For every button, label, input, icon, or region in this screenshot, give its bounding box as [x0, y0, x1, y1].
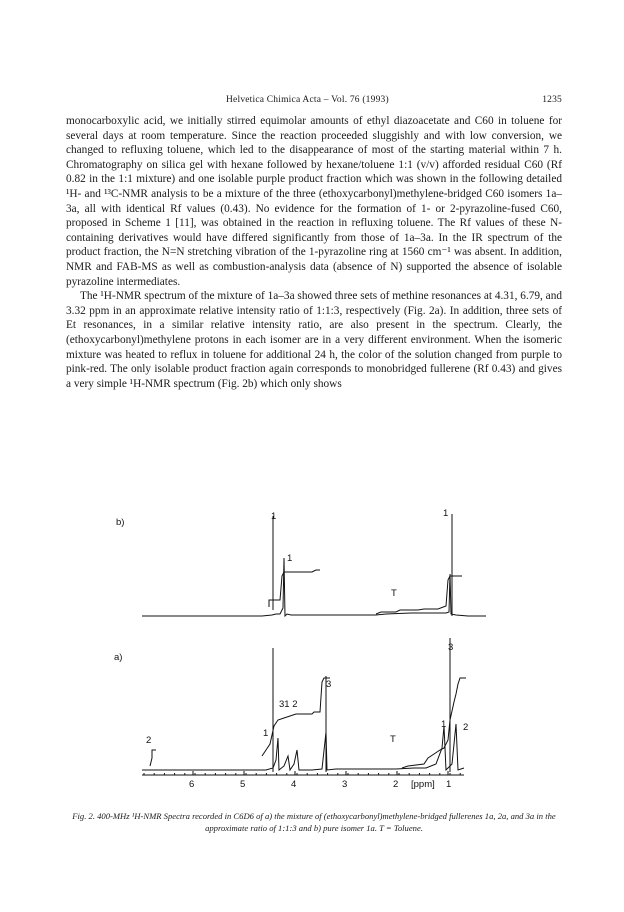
axis-tick-label: 5: [240, 779, 246, 790]
integral-b-left: [269, 570, 320, 607]
spectrum-a: [142, 638, 469, 772]
paragraph: monocarboxylic acid, we initially stirred equimolar amounts of ethyl diazoacetate and C60 in toluene for several days at room temperature. Since the reaction proceeded sluggishly and with low conversion, we changed to refluxing toluene, which led to the disappearance of most of the starting material within 7 h. Chromatography on silica gel with hexane followed by hexane/toluene 1:1 (v/v) afforded residual C60 (Rf 0.82 in the 1:1 mixture) and one isolable purple product fraction which was shown in the following detailed ¹H- and ¹³C-NMR analysis to be a mixture of the three (ethoxycarbonyl)methylene-bridged C60 isomers 1a–3a, all with identical Rf values (0.43). No evidence for the formation of 1- or 2-pyrazoline-fused C60, proposed in Scheme 1 [11], was obtained in the reaction in refluxing toluene. The Rf values of these N-containing derivatives would have differed significantly from those of 1a–3a. In the IR spectrum of the product fraction, the N=N stretching vibration of the 1-pyrazoline ring at 1560 cm⁻¹ was absent. In addition, NMR and FAB-MS as well as combustion-analysis data (absence of N) supported the absence of isolable pyrazoline intermediates.: [66, 115, 562, 288]
peak-label: 3: [326, 679, 332, 690]
axis-tick-label: 4: [291, 779, 297, 790]
peak-label: 1: [443, 508, 449, 519]
peak-label: 2: [146, 735, 152, 746]
baseline-b: [142, 558, 486, 616]
peak-label: 2: [463, 722, 469, 733]
axis-tick-label: 3: [342, 779, 348, 790]
peak-label: 1: [287, 553, 293, 564]
axis-unit-label: [ppm]: [411, 779, 435, 790]
axis-tick-label: 2: [393, 779, 399, 790]
spectrum-b: [142, 514, 486, 616]
x-axis: [142, 771, 464, 775]
paragraph: The ¹H-NMR spectrum of the mixture of 1a–3a showed three sets of methine resonances at 4.31, 6.79, and 3.32 ppm in an approximate relative intensity ratio of 1:1:3, respectively (Fig. 2a). In addition, three sets of Et resonances, in a similar relative intensity ratio, are also present in the spectrum. Clearly, the (ethoxycarbonyl)methylene protons in each isomer are in a very different environment. When the isomeric mixture was heated to reflux in toluene for additional 24 h, the color of the solution changed from purple to pink-red. The only isolable product fraction again corresponds to monobridged fullerene (Rf 0.43) and gives a very simple ¹H-NMR spectrum (Fig. 2b) which only shows: [66, 290, 562, 390]
baseline-a: [142, 724, 464, 770]
panel-b-label: b): [116, 517, 125, 528]
toluene-label: T: [390, 734, 396, 745]
page-number: 1235: [542, 95, 562, 105]
nmr-spectra: [66, 488, 562, 806]
toluene-label: T: [391, 588, 397, 599]
peak-label: 1: [263, 728, 269, 739]
body-text: [66, 114, 562, 391]
axis-tick-label: 1: [446, 779, 452, 790]
peak-label: 1: [441, 719, 447, 730]
integral-a-left: [262, 678, 330, 756]
nmr-figure: [66, 488, 562, 806]
integral-a-right: [402, 678, 469, 768]
journal-title: Helvetica Chimica Acta – Vol. 76 (1993): [226, 95, 389, 105]
peak-label: 1: [271, 511, 277, 522]
axis-tick-label: 6: [189, 779, 195, 790]
running-header: [66, 95, 562, 109]
figure-caption: Fig. 2. 400-MHz ¹H-NMR Spectra recorded in C6D6 of a) the mixture of (ethoxycarbonyl)methylene-bridged fullerenes 1a, 2a, and 3a in the approximate ratio of 1:1:3 and b) pure isomer 1a. T = Toluene.: [72, 811, 556, 833]
peak-label: 31 2: [279, 699, 298, 710]
panel-a-label: a): [114, 652, 123, 663]
peak-label: 3: [448, 642, 454, 653]
integral-a-2: [150, 750, 156, 766]
